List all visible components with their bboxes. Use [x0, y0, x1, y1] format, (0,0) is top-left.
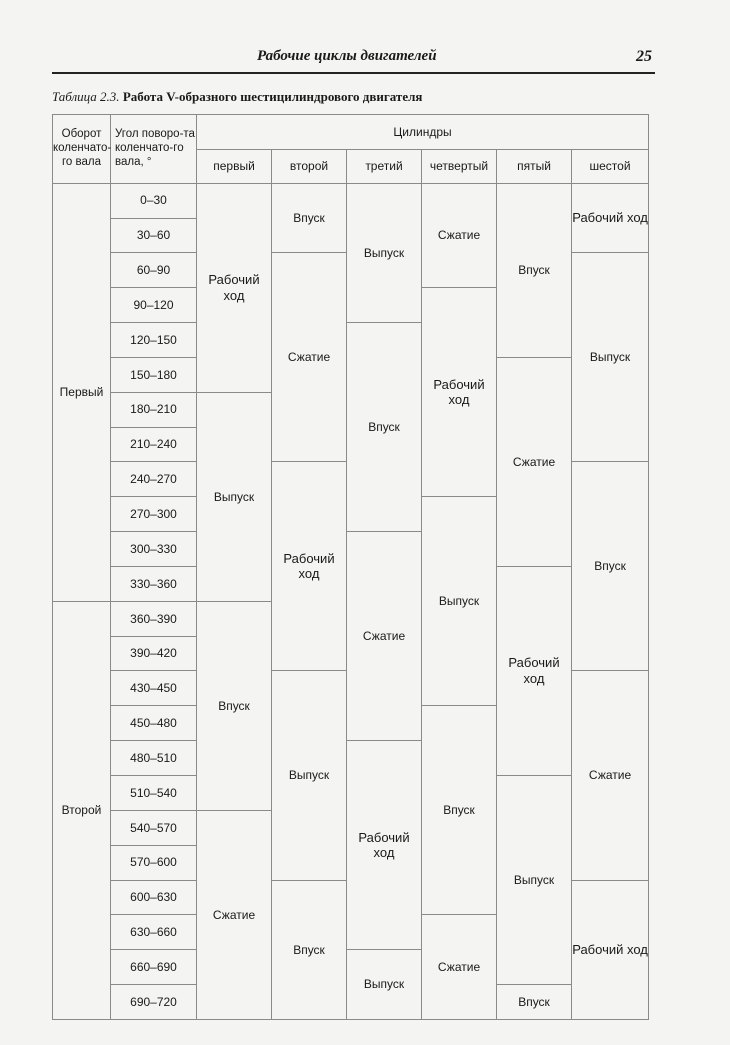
- header-cylinders: Цилиндры: [197, 115, 649, 150]
- header-cylinder-3: третий: [347, 149, 422, 183]
- cyl6-phase: Рабочий ход: [572, 183, 649, 253]
- cyl5-phase: Впуск: [497, 985, 572, 1020]
- caption-label: Таблица 2.3.: [52, 89, 120, 104]
- header-cylinder-5: пятый: [497, 149, 572, 183]
- angle-cell: 210–240: [111, 427, 197, 462]
- cyl1-phase: Рабочий ход: [197, 183, 272, 392]
- angle-cell: 0–30: [111, 183, 197, 218]
- angle-cell: 60–90: [111, 253, 197, 288]
- angle-cell: 570–600: [111, 845, 197, 880]
- angle-cell: 690–720: [111, 985, 197, 1020]
- cyl3-phase: Впуск: [347, 323, 422, 532]
- caption-text: Работа V-образного шестицилиндрового двигателя: [122, 89, 423, 104]
- angle-cell: 430–450: [111, 671, 197, 706]
- cyl2-phase: Впуск: [272, 880, 347, 1019]
- angle-cell: 360–390: [111, 601, 197, 636]
- revolution-second: Второй: [53, 601, 111, 1019]
- angle-cell: 660–690: [111, 950, 197, 985]
- angle-cell: 450–480: [111, 706, 197, 741]
- header-cylinder-1: первый: [197, 149, 272, 183]
- page-header: [52, 48, 652, 70]
- table-caption: [52, 89, 422, 105]
- cyl5-phase: Сжатие: [497, 357, 572, 566]
- page-number: 25: [636, 48, 652, 65]
- cyl2-phase: Впуск: [272, 183, 347, 253]
- cyl1-phase: Сжатие: [197, 810, 272, 1019]
- header-rule: [52, 72, 655, 74]
- angle-cell: 390–420: [111, 636, 197, 671]
- cyl3-phase: Выпуск: [347, 950, 422, 1020]
- cyl3-phase: Рабочий ход: [347, 741, 422, 950]
- cyl1-phase: Выпуск: [197, 392, 272, 601]
- angle-cell: 510–540: [111, 776, 197, 811]
- cyl6-phase: Рабочий ход: [572, 880, 649, 1019]
- cyl6-phase: Сжатие: [572, 671, 649, 880]
- angle-cell: 120–150: [111, 323, 197, 358]
- angle-cell: 270–300: [111, 497, 197, 532]
- angle-cell: 150–180: [111, 357, 197, 392]
- header-angle: Угол поворо-та коленчато-го вала, °: [111, 115, 197, 184]
- cyl2-phase: Рабочий ход: [272, 462, 347, 671]
- angle-cell: 30–60: [111, 218, 197, 253]
- angle-cell: 480–510: [111, 741, 197, 776]
- angle-cell: 180–210: [111, 392, 197, 427]
- cyl4-phase: Рабочий ход: [422, 288, 497, 497]
- cyl3-phase: Выпуск: [347, 183, 422, 322]
- running-title: Рабочие циклы двигателей: [257, 48, 437, 64]
- angle-cell: 300–330: [111, 532, 197, 567]
- header-cylinder-2: второй: [272, 149, 347, 183]
- angle-cell: 330–360: [111, 566, 197, 601]
- cyl6-phase: Впуск: [572, 462, 649, 671]
- header-revolution: Оборот коленчато-го вала: [53, 115, 111, 184]
- cyl5-phase: Выпуск: [497, 776, 572, 985]
- header-cylinder-6: шестой: [572, 149, 649, 183]
- angle-cell: 90–120: [111, 288, 197, 323]
- engine-cycle-table: [52, 114, 649, 1020]
- cyl5-phase: Впуск: [497, 183, 572, 357]
- cyl4-phase: Выпуск: [422, 497, 497, 706]
- cyl3-phase: Сжатие: [347, 532, 422, 741]
- cyl2-phase: Выпуск: [272, 671, 347, 880]
- cyl5-phase: Рабочий ход: [497, 566, 572, 775]
- cyl4-phase: Сжатие: [422, 183, 497, 288]
- angle-cell: 240–270: [111, 462, 197, 497]
- angle-cell: 540–570: [111, 810, 197, 845]
- angle-cell: 630–660: [111, 915, 197, 950]
- cyl6-phase: Выпуск: [572, 253, 649, 462]
- cyl4-phase: Сжатие: [422, 915, 497, 1020]
- angle-cell: 600–630: [111, 880, 197, 915]
- cyl4-phase: Впуск: [422, 706, 497, 915]
- revolution-first: Первый: [53, 183, 111, 601]
- cyl2-phase: Сжатие: [272, 253, 347, 462]
- cyl1-phase: Впуск: [197, 601, 272, 810]
- header-cylinder-4: четвертый: [422, 149, 497, 183]
